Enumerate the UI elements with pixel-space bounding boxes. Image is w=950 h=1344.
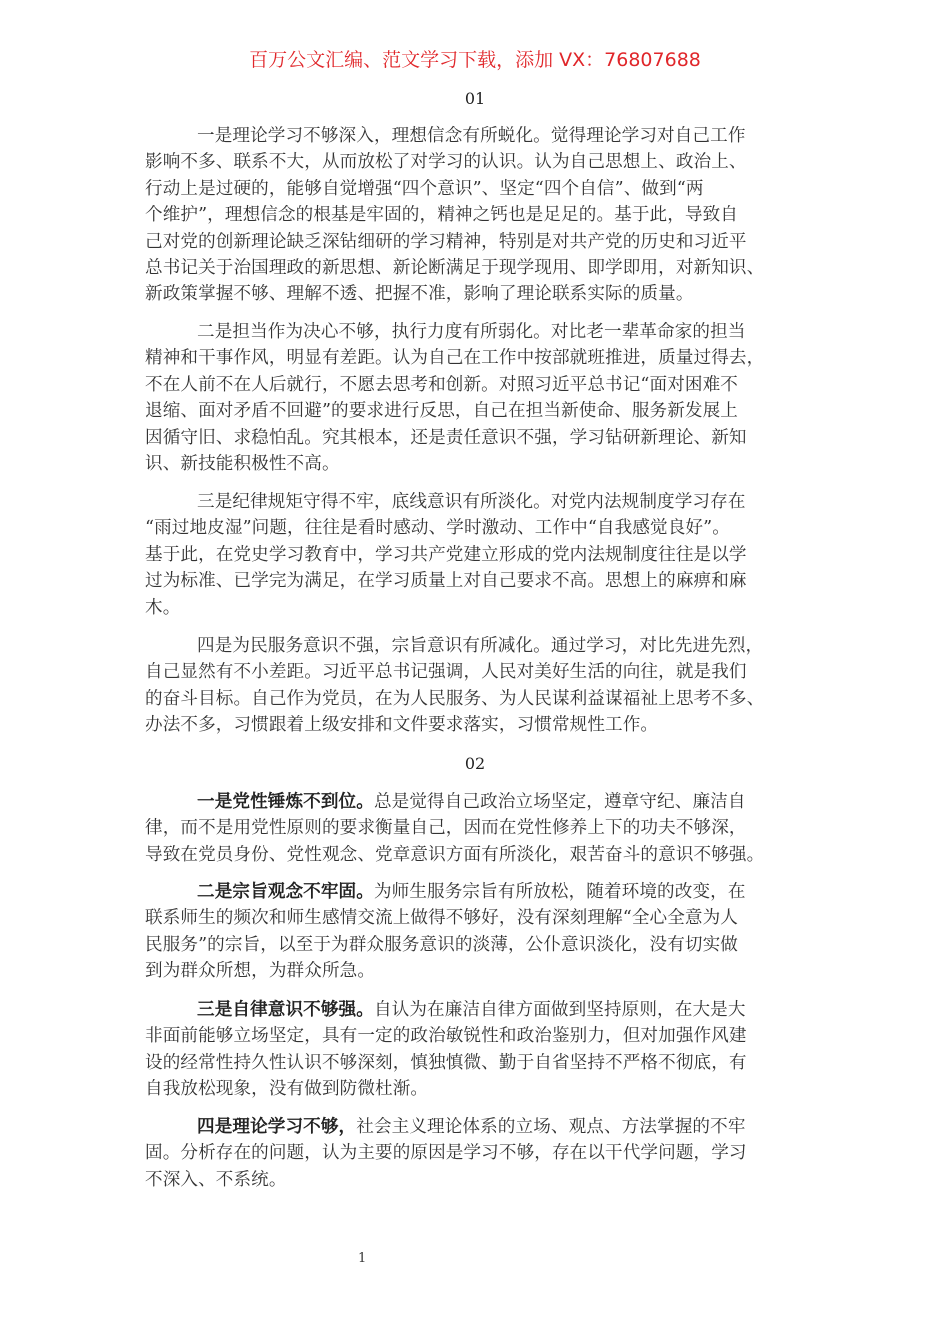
paragraph bbox=[145, 489, 825, 621]
text-line bbox=[145, 255, 825, 281]
text-line bbox=[145, 932, 825, 958]
text-line bbox=[145, 319, 825, 345]
text-line bbox=[145, 229, 825, 255]
line-text: 木。 bbox=[145, 597, 181, 618]
paragraph bbox=[145, 123, 825, 308]
text-line bbox=[145, 149, 825, 175]
paragraph-lead: 四是理论学习不够， bbox=[197, 1116, 357, 1137]
text-line bbox=[145, 568, 825, 594]
line-text: 导致在党员身份、党性观念、党章意识方面有所淡化，艰苦奋斗的意识不够强。 bbox=[145, 844, 765, 865]
line-text: 因循守旧、求稳怕乱。究其根本，还是责任意识不强，学习钻研新理论、新知 bbox=[145, 427, 747, 448]
text-line bbox=[145, 1050, 825, 1076]
text-line bbox=[145, 905, 825, 931]
text-line bbox=[145, 633, 825, 659]
paragraph bbox=[145, 997, 825, 1103]
paragraph-lead: 二是宗旨观念不牢固。 bbox=[197, 881, 374, 902]
line-text: 识、新技能积极性不高。 bbox=[145, 453, 340, 474]
text-line bbox=[145, 1140, 825, 1166]
line-text: 为师生服务宗旨有所放松，随着环境的改变，在 bbox=[373, 882, 746, 902]
text-line bbox=[145, 712, 825, 738]
text-line bbox=[145, 789, 825, 815]
text-line bbox=[145, 425, 825, 451]
line-text: 新政策掌握不够、理解不透、把握不准，影响了理论联系实际的质量。 bbox=[145, 284, 694, 305]
line-text: 三是纪律规矩守得不牢，底线意识有所淡化。对党内法规制度学习存在 bbox=[197, 492, 746, 512]
paragraph bbox=[145, 789, 825, 868]
line-text: 民服务”的宗旨，以至于为群众服务意识的淡薄，公仆意识淡化，没有切实做 bbox=[145, 934, 738, 955]
text-line bbox=[145, 659, 825, 685]
text-line bbox=[145, 372, 825, 398]
paragraph-lead: 三是自律意识不够强。 bbox=[197, 999, 374, 1020]
line-text: 总书记关于治国理政的新思想、新论断满足于现学现用、即学即用，对新知识、 bbox=[145, 257, 765, 278]
line-text: 行动上是过硬的，能够自觉增强“四个意识”、坚定“四个自信”、做到“两 bbox=[145, 178, 704, 199]
text-line bbox=[145, 879, 825, 905]
line-text: 四是为民服务意识不强，宗旨意识有所减化。通过学习，对比先进先烈， bbox=[197, 636, 764, 656]
paragraph bbox=[145, 319, 825, 477]
text-line bbox=[145, 958, 825, 984]
text-line bbox=[145, 1114, 825, 1140]
text-line bbox=[145, 281, 825, 307]
line-text: 社会主义理论体系的立场、观点、方法掌握的不牢 bbox=[356, 1117, 746, 1137]
text-line bbox=[145, 686, 825, 712]
section-number: 01 bbox=[464, 89, 486, 108]
line-text: 总是觉得自己政治立场坚定，遵章守纪、廉洁自 bbox=[373, 792, 746, 812]
line-text: 退缩、面对矛盾不回避”的要求进行反思，自己在担当新使命、服务新发展上 bbox=[145, 401, 738, 422]
line-text: 律，而不是用党性原则的要求衡量自己，因而在党性修养上下的功夫不够深， bbox=[145, 818, 747, 839]
line-text: 二是担当作为决心不够，执行力度有所弱化。对比老一辈革命家的担当 bbox=[197, 322, 746, 342]
line-text: 过为标准、已学完为满足，在学习质量上对自己要求不高。思想上的麻痹和麻 bbox=[145, 571, 747, 592]
line-text: 自认为在廉洁自律方面做到坚持原则，在大是大 bbox=[373, 1000, 746, 1020]
text-line bbox=[145, 1076, 825, 1102]
text-line bbox=[145, 515, 825, 541]
text-line bbox=[145, 123, 825, 149]
line-text: 一是理论学习不够深入，理想信念有所蜕化。觉得理论学习对自己工作 bbox=[197, 126, 746, 146]
line-text: 办法不多，习惯跟着上级安排和文件要求落实，习惯常规性工作。 bbox=[145, 715, 659, 736]
section-number: 02 bbox=[464, 754, 486, 773]
text-line bbox=[145, 842, 825, 868]
line-text: 到为群众所想，为群众所急。 bbox=[145, 961, 376, 982]
line-text: 设的经常性持久性认识不够深刻，慎独慎微、勤于自省坚持不严格不彻底，有 bbox=[145, 1052, 747, 1073]
paragraph bbox=[145, 879, 825, 985]
text-line bbox=[145, 815, 825, 841]
line-text: 联系师生的频次和师生感情交流上做得不够好，没有深刻理解“全心全意为人 bbox=[145, 908, 738, 929]
line-text: 精神和干事作风，明显有差距。认为自己在工作中按部就班推进，质量过得去， bbox=[145, 348, 765, 369]
line-text: 不在人前不在人后就行，不愿去思考和创新。对照习近平总书记“面对困难不 bbox=[145, 374, 738, 395]
line-text: 自我放松现象，没有做到防微杜渐。 bbox=[145, 1079, 429, 1100]
text-line bbox=[145, 1167, 825, 1193]
line-text: 不深入、不系统。 bbox=[145, 1169, 287, 1190]
text-line bbox=[145, 176, 825, 202]
text-line bbox=[145, 489, 825, 515]
text-line bbox=[145, 595, 825, 621]
text-line bbox=[145, 1023, 825, 1049]
text-line bbox=[145, 451, 825, 477]
text-line bbox=[145, 202, 825, 228]
promo-banner: 百万公文汇编、范文学习下载，添加 VX：76807688 bbox=[249, 49, 701, 71]
line-text: 影响不多、联系不大，从而放松了对学习的认识。认为自己思想上、政治上、 bbox=[145, 152, 747, 173]
text-line bbox=[145, 997, 825, 1023]
paragraph bbox=[145, 633, 825, 739]
paragraph bbox=[145, 1114, 825, 1193]
line-text: 非面前能够立场坚定，具有一定的政治敏锐性和政治鉴别力，但对加强作风建 bbox=[145, 1026, 747, 1047]
page-number: 1 bbox=[358, 1251, 367, 1266]
line-text: 固。分析存在的问题，认为主要的原因是学习不够，存在以干代学问题，学习 bbox=[145, 1143, 747, 1164]
text-line bbox=[145, 398, 825, 424]
line-text: “雨过地皮湿”问题，往往是看时感动、学时激动、工作中“自我感觉良好”。 bbox=[145, 518, 730, 539]
line-text: 的奋斗目标。自己作为党员，在为人民服务、为人民谋利益谋福祉上思考不多、 bbox=[145, 688, 765, 709]
line-text: 己对党的创新理论缺乏深钻细研的学习精神，特别是对共产党的历史和习近平 bbox=[145, 231, 747, 252]
line-text: 自己显然有不小差距。习近平总书记强调，人民对美好生活的向往，就是我们 bbox=[145, 662, 747, 683]
paragraph-lead: 一是党性锤炼不到位。 bbox=[197, 791, 374, 812]
line-text: 个维护”，理想信念的根基是牢固的，精神之钙也是足足的。基于此，导致自 bbox=[145, 205, 738, 226]
text-line bbox=[145, 345, 825, 371]
text-line bbox=[145, 542, 825, 568]
line-text: 基于此，在党史学习教育中，学习共产党建立形成的党内法规制度往往是以学 bbox=[145, 544, 747, 565]
